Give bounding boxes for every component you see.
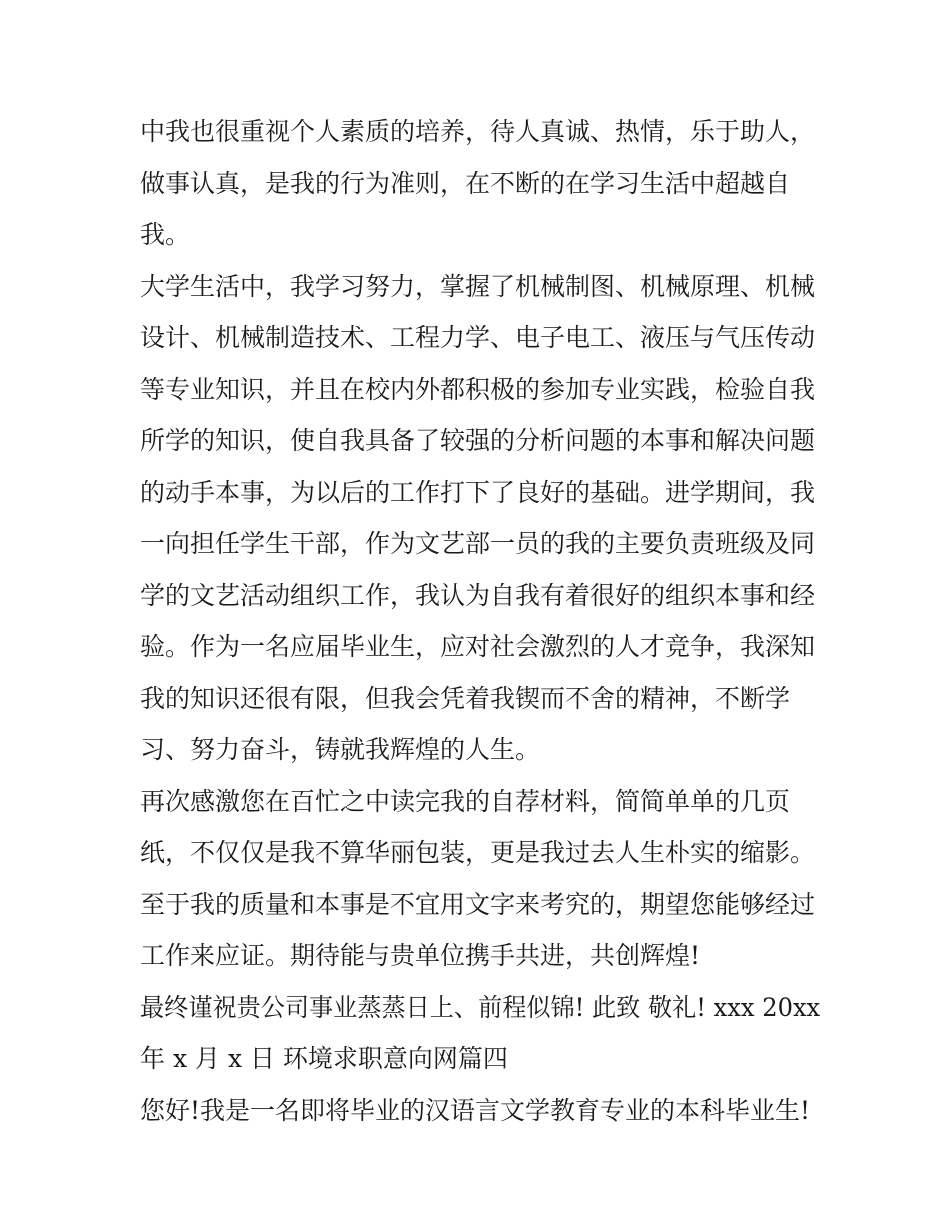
text-line: 再次感激您在百忙之中读完我的自荐材料，简简单单的几页: [140, 786, 791, 816]
text-line: 做事认真，是我的行为准则，在不断的在学习生活中超越自: [140, 168, 791, 198]
document-body: [140, 106, 820, 1136]
text-line: 我的知识还很有限，但我会凭着我锲而不舍的精神，不断学: [140, 683, 791, 713]
text-line: 学的文艺活动组织工作，我认为自我有着很好的组织本事和经: [140, 580, 816, 610]
text-line: 工作来应证。期待能与贵单位携手共进，共创辉煌!: [140, 941, 701, 970]
text-line: 等专业知识，并且在校内外都积极的参加专业实践，检验自我: [140, 374, 816, 404]
text-line: 的动手本事，为以后的工作打下了良好的基础。进学期间，我: [140, 477, 816, 507]
text-line: 中我也很重视个人素质的培养，待人真诚、热情，乐于助人，: [140, 117, 816, 146]
text-line: 至于我的质量和本事是不宜用文字来考究的，期望您能够经过: [140, 889, 816, 919]
text-line: 一向担任学生干部，作为文艺部一员的我的主要负责班级及同: [140, 529, 816, 558]
text-line: 设计、机械制造技术、工程力学、电子电工、液压与气压传动: [140, 323, 816, 352]
text-line: 您好!我是一名即将毕业的汉语言文学教育专业的本科毕业生!: [140, 1095, 811, 1125]
text-line: 最终谨祝贵公司事业蒸蒸日上、前程似锦! 此致 敬礼! xxx 20xx: [140, 992, 821, 1022]
text-line: 习、努力奋斗，铸就我辉煌的人生。: [140, 735, 541, 764]
text-line: 大学生活中，我学习努力，掌握了机械制图、机械原理、机械: [140, 271, 816, 301]
text-line: 年 x 月 x 日 环境求职意向网篇四: [140, 1044, 508, 1073]
text-line: 我。: [140, 220, 191, 249]
text-line: 纸，不仅仅是我不算华丽包装，更是我过去人生朴实的缩影。: [140, 838, 816, 867]
text-line: 验。作为一名应届毕业生，应对社会激烈的人才竞争，我深知: [140, 632, 816, 661]
text-line: 所学的知识，使自我具备了较强的分析问题的本事和解决问题: [140, 426, 816, 455]
